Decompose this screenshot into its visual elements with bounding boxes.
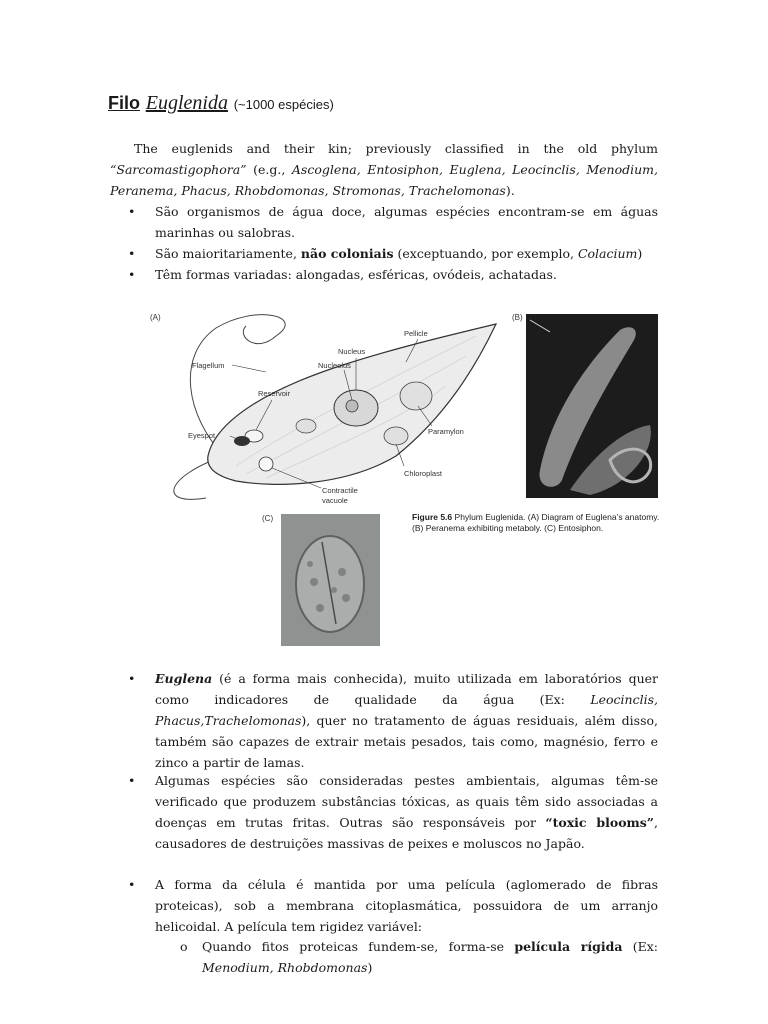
label-eyespot: Eyespot	[188, 431, 216, 440]
title-count: (~1000 espécies)	[233, 97, 334, 112]
title-taxon: Euglenida	[145, 92, 228, 114]
paramylon-shape	[400, 382, 432, 410]
sub-bullet-pre: Quando fitos proteicas fundem-se, forma-se	[202, 939, 515, 954]
bullet-text: São organismos de água doce, algumas espécies encontram-se em águas marinhas ou salobras.	[155, 204, 658, 240]
entosiphon-cell	[296, 536, 364, 632]
page-title	[108, 92, 334, 115]
sub-bullet-post: (Ex:	[622, 939, 658, 954]
bullet-euglena-post: ), quer no tratamento de águas residuais, além disso, também são capazes de extrair metais pesados, tais como, magnésio, ferro e zinco a partir de lamas.	[155, 713, 658, 770]
intro-line: The euglenids and their kin; previously classified in the old phylum	[134, 141, 658, 156]
label-contractile: Contractile	[322, 486, 358, 495]
bullet-dot: •	[128, 877, 136, 892]
bullet-colonial-bold: não coloniais	[300, 246, 394, 261]
label-chloroplast: Chloroplast	[404, 469, 442, 478]
bullet-euglena-italic: Leocinclis, Phacus,Trachelomonas	[155, 692, 658, 728]
vacuole-shape	[259, 457, 273, 471]
figure-b-peranema	[510, 310, 660, 498]
bullet-euglena-text: (é a forma mais conhecida), muito utilizada em laboratórios quer como indicadores de qualidade da água (Ex:	[155, 671, 658, 707]
label-nucleolus: Nucleolus	[318, 361, 351, 370]
bullet-colonial-end: )	[637, 246, 643, 261]
bullet-habitat	[128, 201, 658, 243]
bullet-colonial-italic: Colacium	[577, 246, 638, 261]
bullet-dot: •	[128, 773, 136, 788]
label-paramylon: Paramylon	[428, 427, 464, 436]
intro-genera: Ascoglena, Entosiphon, Euglena, Leocinclis, Menodium, Peranema, Phacus, Rhobdomonas, Stromonas, Trachelomonas	[110, 162, 658, 198]
peranema-micrograph-svg	[510, 310, 660, 498]
bullet-colonial-pre: São maioritariamente,	[155, 246, 301, 261]
intro-paragraph	[110, 138, 658, 201]
panel-a-label: (A)	[150, 313, 161, 322]
bullet-pests	[128, 770, 658, 854]
label-vacuole: vacuole	[322, 496, 348, 505]
caption-label: Figure 5.6	[412, 512, 453, 522]
caption-text: Phylum Euglenida. (A) Diagram of Euglena’s anatomy. (B) Peranema exhibiting metaboly. (C) Entosiphon.	[412, 512, 660, 533]
title-filo: Filo	[108, 93, 140, 113]
bullet-text: A forma da célula é mantida por uma película (aglomerado de fibras proteicas), sob a membrana citoplasmática, possuidora de um arranjo helicoidal. A película tem rigidez variável:	[155, 877, 658, 934]
panel-c-label: (C)	[262, 514, 274, 523]
chloroplast-shape-2	[296, 419, 316, 433]
eyespot-shape	[234, 436, 250, 446]
sub-bullet-italic: Menodium, Rhobdomonas	[202, 960, 368, 975]
bullet-dot: •	[128, 671, 136, 686]
figure-a-euglena-diagram	[146, 306, 506, 510]
sub-bullet-marker: o	[180, 939, 188, 954]
panel-b-label: (B)	[512, 313, 523, 322]
intro-eg-prefix: (e.g.,	[246, 162, 292, 177]
label-reservoir: Reservoir	[258, 389, 291, 398]
bullet-euglena-lead: Euglena	[155, 671, 213, 686]
bullet-dot: •	[128, 204, 136, 219]
bullet-pellicle	[128, 874, 658, 937]
bullet-dot: •	[128, 267, 136, 282]
figure-c-entosiphon	[262, 512, 382, 646]
bullet-pests-post: , causadores de destruições massivas de peixes e moluscos no Japão.	[155, 815, 658, 851]
bullet-text: Têm formas variadas: alongadas, esféricas, ovódeis, achatadas.	[155, 267, 557, 282]
sub-bullet-rigid	[180, 936, 658, 978]
bullet-pests-text: Algumas espécies são consideradas pestes ambientais, algumas têm-se verificado que produzem substâncias tóxicas, as quais têm sido associadas a doenças em trutas fritas. Outras são responsáveis por	[155, 773, 658, 830]
bullet-colonial	[128, 243, 658, 264]
bullet-dot: •	[128, 246, 136, 261]
sub-bullet-end: )	[367, 960, 373, 975]
intro-eg-suffix: ).	[505, 183, 515, 198]
chloroplast-shape	[384, 427, 408, 445]
bullet-text	[128, 668, 658, 773]
figure-caption	[412, 512, 662, 534]
sub-bullet-text	[180, 936, 658, 978]
entosiphon-micrograph-svg	[262, 512, 382, 646]
bullet-euglena	[128, 668, 658, 773]
bullet-text	[128, 770, 658, 854]
bullet-pests-bold: “toxic blooms”	[545, 815, 655, 830]
nucleolus-shape	[346, 400, 358, 412]
intro-old-phylum: “Sarcomastigophora”	[110, 162, 247, 177]
label-flagellum: Flagellum	[192, 361, 225, 370]
bullet-text	[128, 243, 658, 264]
sub-bullet-bold: película rígida	[514, 939, 623, 954]
bullet-colonial-post: (exceptuando, por exemplo,	[393, 246, 578, 261]
euglena-diagram-svg	[146, 306, 506, 510]
label-pellicle: Pellicle	[404, 329, 428, 338]
label-nucleus: Nucleus	[338, 347, 366, 356]
bullet-shapes	[128, 264, 658, 285]
